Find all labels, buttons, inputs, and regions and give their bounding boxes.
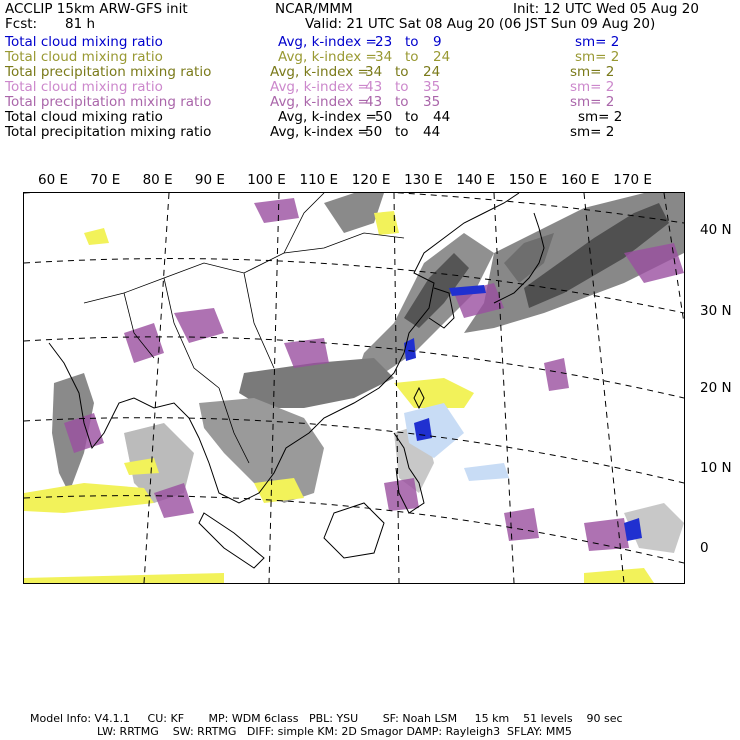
- longitude-label: 90 E: [194, 172, 225, 188]
- field-k-end: 35: [423, 79, 441, 95]
- longitude-label: 60 E: [38, 172, 68, 188]
- field-k-to: to: [395, 94, 409, 110]
- forecast-label: Fcst:: [5, 16, 38, 32]
- field-k-to: to: [395, 79, 409, 95]
- latitude-label: 20 N: [700, 380, 732, 396]
- field-k-start: 23: [375, 34, 393, 50]
- longitude-label: 80 E: [142, 172, 173, 188]
- field-avg-label: Avg, k-index =: [278, 34, 377, 50]
- field-avg-label: Avg, k-index =: [278, 109, 377, 125]
- field-k-end: 9: [433, 34, 442, 50]
- longitude-label: 150 E: [508, 172, 548, 188]
- field-smoothing: sm= 2: [570, 124, 615, 140]
- field-k-end: 44: [423, 124, 441, 140]
- field-name: Total precipitation mixing ratio: [5, 94, 212, 110]
- field-smoothing: sm= 2: [575, 34, 620, 50]
- field-name: Total cloud mixing ratio: [5, 49, 163, 65]
- model-info-line1: Model Info: V4.1.1 CU: KF MP: WDM 6class PBL: YSU SF: Noah LSM 15 km 51 levels 90 sec: [30, 712, 623, 725]
- latitude-label: 40 N: [700, 222, 732, 238]
- forecast-hours: 81 h: [65, 16, 96, 32]
- coastline-sumatra: [199, 513, 264, 568]
- coastline-borneo: [324, 503, 384, 558]
- field-k-end: 24: [433, 49, 451, 65]
- field-avg-label: Avg, k-index =: [270, 124, 369, 140]
- field-k-end: 44: [433, 109, 451, 125]
- field-avg-label: Avg, k-index =: [270, 94, 369, 110]
- field-smoothing: sm= 2: [570, 94, 615, 110]
- field-name: Total cloud mixing ratio: [5, 34, 163, 50]
- latitude-label: 0: [700, 540, 709, 556]
- field-smoothing: sm= 2: [575, 49, 620, 65]
- field-avg-label: Avg, k-index =: [270, 64, 369, 80]
- field-k-to: to: [405, 109, 419, 125]
- field-k-to: to: [395, 124, 409, 140]
- model-title: ACCLIP 15km ARW-GFS init: [5, 1, 188, 17]
- longitude-label: 140 E: [456, 172, 495, 188]
- latitude-label: 10 N: [700, 460, 732, 476]
- field-k-to: to: [405, 49, 419, 65]
- field-name: Total precipitation mixing ratio: [5, 124, 212, 140]
- valid-time: Valid: 21 UTC Sat 08 Aug 20 (06 JST Sun 09 Aug 20): [305, 16, 656, 32]
- longitude-label: 120 E: [351, 172, 391, 188]
- field-avg-label: Avg, k-index =: [270, 79, 369, 95]
- field-k-start: 43: [365, 79, 383, 95]
- lat-line-10n: [24, 418, 684, 483]
- field-k-start: 34: [375, 49, 393, 65]
- lon-line-80e: [144, 193, 169, 583]
- field-k-end: 35: [423, 94, 441, 110]
- field-smoothing: sm= 2: [578, 109, 623, 125]
- field-k-to: to: [405, 34, 419, 50]
- field-smoothing: sm= 2: [570, 79, 615, 95]
- center-label: NCAR/MMM: [275, 1, 353, 17]
- field-k-start: 50: [365, 124, 383, 140]
- field-smoothing: sm= 2: [570, 64, 615, 80]
- longitude-label: 70 E: [90, 172, 121, 188]
- map-svg: [24, 193, 684, 583]
- longitude-label: 100 E: [247, 172, 286, 188]
- cloud-south-china: [239, 358, 394, 408]
- init-time: Init: 12 UTC Wed 05 Aug 20: [513, 1, 699, 17]
- field-k-start: 50: [375, 109, 393, 125]
- field-k-to: to: [395, 64, 409, 80]
- field-name: Total cloud mixing ratio: [5, 79, 163, 95]
- longitude-label: 110 E: [299, 172, 339, 188]
- longitude-label: 170 E: [613, 172, 652, 188]
- map-panel: [23, 192, 685, 584]
- field-k-start: 34: [365, 64, 383, 80]
- model-info-line2: LW: RRTMG SW: RRTMG DIFF: simple KM: 2D Smagor DAMP: Rayleigh3 SFLAY: MM5: [97, 725, 572, 738]
- field-name: Total precipitation mixing ratio: [5, 64, 212, 80]
- field-name: Total cloud mixing ratio: [5, 109, 163, 125]
- latitude-label: 30 N: [700, 303, 732, 319]
- field-k-end: 24: [423, 64, 441, 80]
- field-avg-label: Avg, k-index =: [278, 49, 377, 65]
- longitude-label: 130 E: [404, 172, 443, 188]
- longitude-label: 160 E: [561, 172, 600, 188]
- field-k-start: 43: [365, 94, 383, 110]
